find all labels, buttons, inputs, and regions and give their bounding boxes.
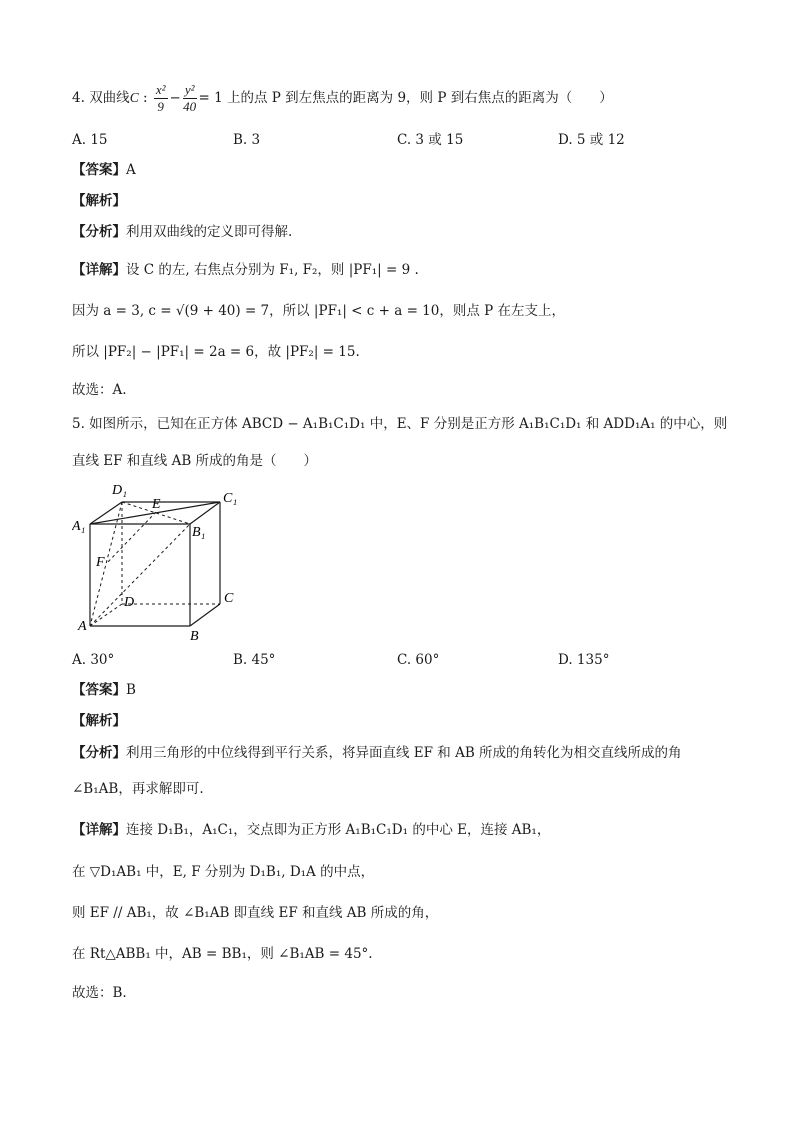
q4-option-b: B. 3 bbox=[233, 132, 261, 148]
q4-xiangjie-text: 设 C 的左, 右焦点分别为 F₁, F₂，则 |PF₁| = 9 . bbox=[126, 262, 419, 278]
q4-fenxi bbox=[72, 222, 292, 242]
q4-xiangjie bbox=[72, 260, 419, 280]
q5-analysis-title-text: 【解析】 bbox=[72, 713, 126, 729]
q4-stem-post: 上的点 P 到左焦点的距离为 9，则 P 到右焦点的距离为（ ） bbox=[227, 90, 613, 106]
q5-stem-line2: 直线 EF 和直线 AB 所成的角是（ ） bbox=[72, 453, 318, 469]
q4-option-a: A. 15 bbox=[72, 132, 108, 148]
q4-answer-label: 【答案】 bbox=[72, 162, 126, 178]
cube-figure bbox=[72, 478, 252, 646]
q5-xiangjie bbox=[72, 820, 550, 840]
q4-option-c: C. 3 或 15 bbox=[397, 132, 464, 148]
q5-option-d: D. 135° bbox=[558, 652, 610, 668]
label-c1: C₁ bbox=[223, 491, 238, 506]
q5-answer bbox=[72, 680, 136, 700]
label-c: C bbox=[224, 591, 234, 606]
q4-answer bbox=[72, 160, 136, 180]
q4-stem: 4. 双曲线C : $\frac{\text{x²}}{9}$ − $\frac{\text{y²}}{40}$ = 1 上的点 P 到左焦点的距离为 9，则 P 到右焦点的距离为（ ） bbox=[72, 82, 613, 114]
q4-frac-y: $\frac{\text{y²}}{40}$ bbox=[183, 82, 197, 114]
q5-fenxi-text1: 利用三角形的中位线得到平行关系，将异面直线 EF 和 AB 所成的角转化为相交直线所成的角 bbox=[126, 745, 682, 761]
label-f: F bbox=[96, 555, 105, 570]
edge-bc bbox=[190, 604, 220, 626]
edge-b1c1 bbox=[190, 502, 220, 524]
q5-option-c: C. 60° bbox=[397, 652, 440, 668]
label-a1: A₁ bbox=[72, 519, 86, 534]
q4-fenxi-text: 利用双曲线的定义即可得解. bbox=[126, 224, 293, 240]
q4-fenxi-label: 【分析】 bbox=[72, 224, 126, 240]
q4-stem-pre: 双曲线 bbox=[89, 90, 130, 106]
q4-minus: − bbox=[169, 90, 181, 106]
q4-answer-value: A bbox=[126, 162, 136, 178]
q5-analysis-title bbox=[72, 711, 126, 731]
q5-choose: 故选：B. bbox=[72, 985, 127, 1001]
q4-number: 4. bbox=[72, 90, 85, 106]
label-d1: D₁ bbox=[112, 483, 127, 498]
q5-answer-label: 【答案】 bbox=[72, 682, 126, 698]
label-b1: B₁ bbox=[192, 525, 206, 540]
line-ab1 bbox=[90, 524, 190, 626]
label-d: D bbox=[124, 595, 135, 610]
q5-option-a: A. 30° bbox=[72, 652, 115, 668]
label-e: E bbox=[152, 497, 161, 512]
q5-option-b: B. 45° bbox=[233, 652, 276, 668]
q5-detail-line4: 在 Rt△ABB₁ 中，AB = BB₁，则 ∠B₁AB = 45°. bbox=[72, 946, 373, 962]
q4-detail-line2: 因为 a = 3, c = √(9 + 40) = 7，所以 |PF₁| < c + a = 10，则点 P 在左支上， bbox=[72, 303, 566, 319]
q4-detail-line3: 所以 |PF₂| − |PF₁| = 2a = 6，故 |PF₂| = 15. bbox=[72, 344, 360, 360]
q5-detail-line2: 在 ▽D₁AB₁ 中，E, F 分别为 D₁B₁, D₁A 的中点， bbox=[72, 864, 375, 880]
q5-fenxi-line2: ∠B₁AB，再求解即可. bbox=[72, 781, 204, 797]
q4-eq: = 1 bbox=[198, 90, 223, 106]
q4-choose: 故选：A. bbox=[72, 382, 127, 398]
q5-stem-line1: 5. 如图所示，已知在正方体 ABCD − A₁B₁C₁D₁ 中，E、F 分别是正方形 A₁B₁C₁D₁ 和 ADD₁A₁ 的中心，则 bbox=[72, 416, 728, 432]
q5-xiangjie-label: 【详解】 bbox=[72, 822, 126, 838]
q5-xiangjie-text: 连接 D₁B₁，A₁C₁，交点即为正方形 A₁B₁C₁D₁ 的中心 E，连接 AB₁， bbox=[126, 822, 551, 838]
label-b: B bbox=[190, 629, 199, 644]
q5-detail-line3: 则 EF // AB₁，故 ∠B₁AB 即直线 EF 和直线 AB 所成的角， bbox=[72, 905, 439, 921]
label-a: A bbox=[78, 619, 87, 634]
q5-fenxi-label: 【分析】 bbox=[72, 745, 126, 761]
q4-option-d: D. 5 或 12 bbox=[558, 132, 625, 148]
q4-analysis-title-text: 【解析】 bbox=[72, 193, 126, 209]
q4-analysis-title bbox=[72, 191, 126, 211]
q4-frac-x: $\frac{\text{x²}}{9}$ bbox=[155, 82, 166, 114]
q5-answer-value: B bbox=[126, 682, 136, 698]
q4-xiangjie-label: 【详解】 bbox=[72, 262, 126, 278]
q5-fenxi-line1 bbox=[72, 743, 682, 763]
q4-curve: C bbox=[129, 90, 139, 105]
